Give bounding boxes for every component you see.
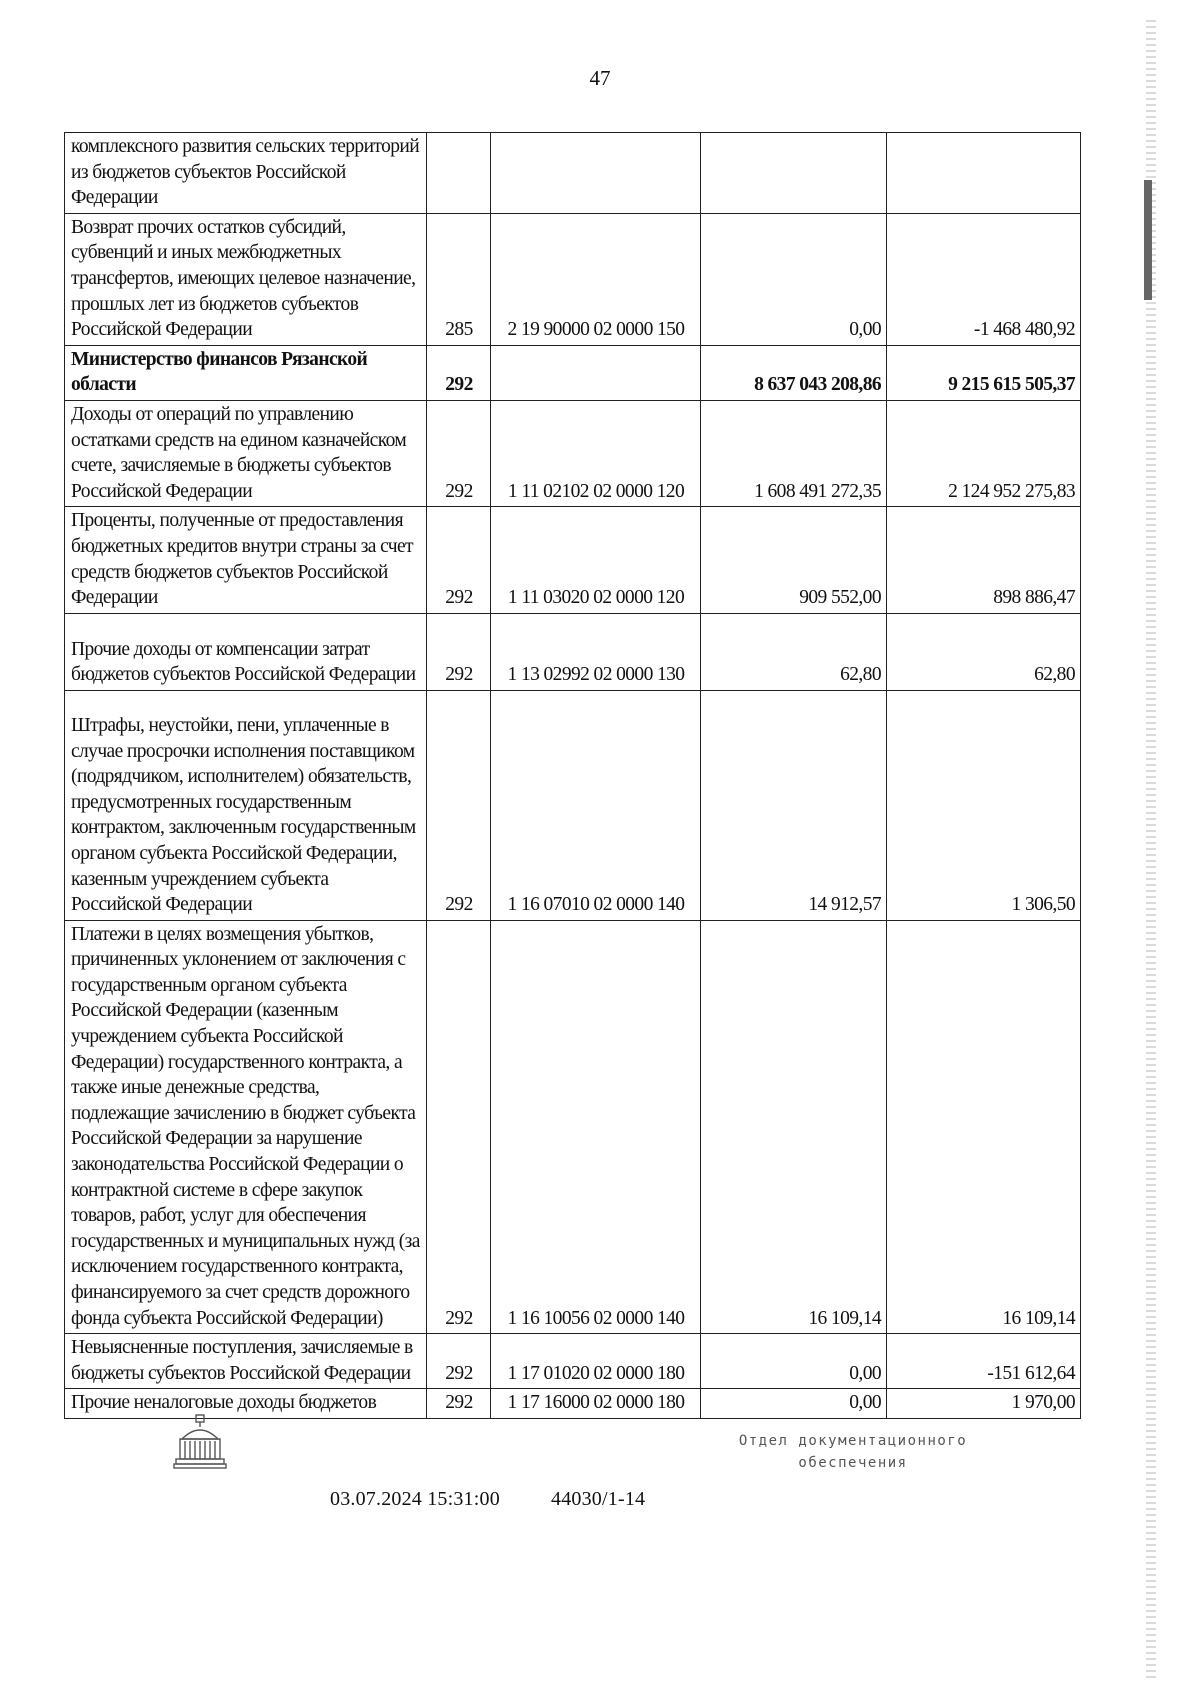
row-code-cell: 292 bbox=[427, 507, 491, 613]
stamp-line-2: обеспечения bbox=[798, 1455, 908, 1471]
row-name-cell: Возврат прочих остатков субсидий, субвенций и иных межбюджетных трансфертов, имеющих целевое назначение, прошлых лет из бюджетов субъектов Российской Федерации bbox=[65, 213, 427, 345]
row-kbk-cell: 1 17 01020 02 0000 180 bbox=[491, 1334, 701, 1389]
row-value-curr-cell: -1 468 480,92 bbox=[887, 213, 1081, 345]
row-name-cell: Министерство финансов Рязанской области bbox=[65, 345, 427, 400]
revenue-table-body bbox=[65, 133, 1081, 1419]
row-kbk-cell: 1 11 03020 02 0000 120 bbox=[491, 507, 701, 613]
row-value-prev-cell bbox=[701, 133, 887, 214]
footer-registration-number: 44030/1-14 bbox=[551, 1488, 646, 1510]
scan-margin-barcode bbox=[1144, 180, 1152, 300]
row-kbk-cell: 1 16 07010 02 0000 140 bbox=[491, 690, 701, 920]
row-kbk-cell bbox=[491, 345, 701, 400]
row-name-cell: Платежи в целях возмещения убытков, причиненных уклонением от заключения с государственным органом субъекта Российской Федерации (казенным учреждением субъекта Российской Федерации) государственного контракта, а также иные денежные средства, подлежащие зачислению в бюджет субъекта Российской Федерации за нарушение законодательства Российской Федерации о контрактной системе в сфере закупок товаров, работ, услуг для обеспечения государственных и муниципальных нужд (за исключением государственного контракта, финансируемого за счет средств дорожного фонда субъекта Российской Федерации) bbox=[65, 920, 427, 1334]
row-code-cell: 292 bbox=[427, 690, 491, 920]
row-name-cell: Невыясненные поступления, зачисляемые в бюджеты субъектов Российской Федерации bbox=[65, 1334, 427, 1389]
row-code-cell bbox=[427, 133, 491, 214]
row-name-cell: комплексного развития сельских территорий из бюджетов субъектов Российской Федерации bbox=[65, 133, 427, 214]
table-row bbox=[65, 133, 1081, 214]
row-name-cell: Прочие неналоговые доходы бюджетов bbox=[65, 1389, 427, 1419]
table-row bbox=[65, 690, 1081, 920]
row-value-prev-cell: 0,00 bbox=[701, 213, 887, 345]
duma-building-icon bbox=[172, 1413, 228, 1471]
row-code-cell: 292 bbox=[427, 1334, 491, 1389]
row-value-prev-cell: 909 552,00 bbox=[701, 507, 887, 613]
row-kbk-cell: 1 11 02102 02 0000 120 bbox=[491, 400, 701, 506]
table-row bbox=[65, 920, 1081, 1334]
row-kbk-cell: 1 16 10056 02 0000 140 bbox=[491, 920, 701, 1334]
row-code-cell: 292 bbox=[427, 1389, 491, 1419]
table-row bbox=[65, 213, 1081, 345]
row-value-curr-cell: -151 612,64 bbox=[887, 1334, 1081, 1389]
row-value-curr-cell: 1 970,00 bbox=[887, 1389, 1081, 1419]
row-kbk-cell: 1 17 16000 02 0000 180 bbox=[491, 1389, 701, 1419]
row-value-prev-cell: 0,00 bbox=[701, 1334, 887, 1389]
row-value-curr-cell: 16 109,14 bbox=[887, 920, 1081, 1334]
row-name-cell: Проценты, полученные от предоставления бюджетных кредитов внутри страны за счет средств бюджетов субъектов Российской Федерации bbox=[65, 507, 427, 613]
page-number: 47 bbox=[589, 66, 611, 90]
row-value-curr-cell: 1 306,50 bbox=[887, 690, 1081, 920]
stamp-line-1: Отдел документационного bbox=[738, 1433, 968, 1449]
department-stamp bbox=[708, 1430, 998, 1474]
table-row bbox=[65, 1334, 1081, 1389]
revenue-table bbox=[64, 132, 1081, 1419]
table-row bbox=[65, 507, 1081, 613]
row-value-prev-cell: 8 637 043 208,86 bbox=[701, 345, 887, 400]
row-kbk-cell bbox=[491, 133, 701, 214]
row-value-prev-cell: 16 109,14 bbox=[701, 920, 887, 1334]
table-row bbox=[65, 345, 1081, 400]
row-code-cell: 285 bbox=[427, 213, 491, 345]
row-code-cell: 292 bbox=[427, 920, 491, 1334]
row-value-prev-cell: 14 912,57 bbox=[701, 690, 887, 920]
row-value-prev-cell: 62,80 bbox=[701, 613, 887, 690]
row-name-cell: Штрафы, неустойки, пени, уплаченные в случае просрочки исполнения поставщиком (подрядчиком, исполнителем) обязательств, предусмотренных государственным контрактом, заключенным государственным органом субъекта Российской Федерации, казенным учреждением субъекта Российской Федерации bbox=[65, 690, 427, 920]
table-row bbox=[65, 613, 1081, 690]
row-kbk-cell: 1 13 02992 02 0000 130 bbox=[491, 613, 701, 690]
row-value-curr-cell: 62,80 bbox=[887, 613, 1081, 690]
row-code-cell: 292 bbox=[427, 345, 491, 400]
row-value-curr-cell: 2 124 952 275,83 bbox=[887, 400, 1081, 506]
row-value-curr-cell bbox=[887, 133, 1081, 214]
row-value-prev-cell: 0,00 bbox=[701, 1389, 887, 1419]
row-value-curr-cell: 9 215 615 505,37 bbox=[887, 345, 1081, 400]
row-name-cell: Прочие доходы от компенсации затрат бюджетов субъектов Российской Федерации bbox=[65, 613, 427, 690]
row-kbk-cell: 2 19 90000 02 0000 150 bbox=[491, 213, 701, 345]
row-code-cell: 292 bbox=[427, 400, 491, 506]
row-value-prev-cell: 1 608 491 272,35 bbox=[701, 400, 887, 506]
row-name-cell: Доходы от операций по управлению остатками средств на едином казначейском счете, зачисляемые в бюджеты субъектов Российской Федерации bbox=[65, 400, 427, 506]
footer-datetime: 03.07.2024 15:31:00 bbox=[330, 1488, 500, 1510]
row-value-curr-cell: 898 886,47 bbox=[887, 507, 1081, 613]
table-row bbox=[65, 400, 1081, 506]
row-code-cell: 292 bbox=[427, 613, 491, 690]
